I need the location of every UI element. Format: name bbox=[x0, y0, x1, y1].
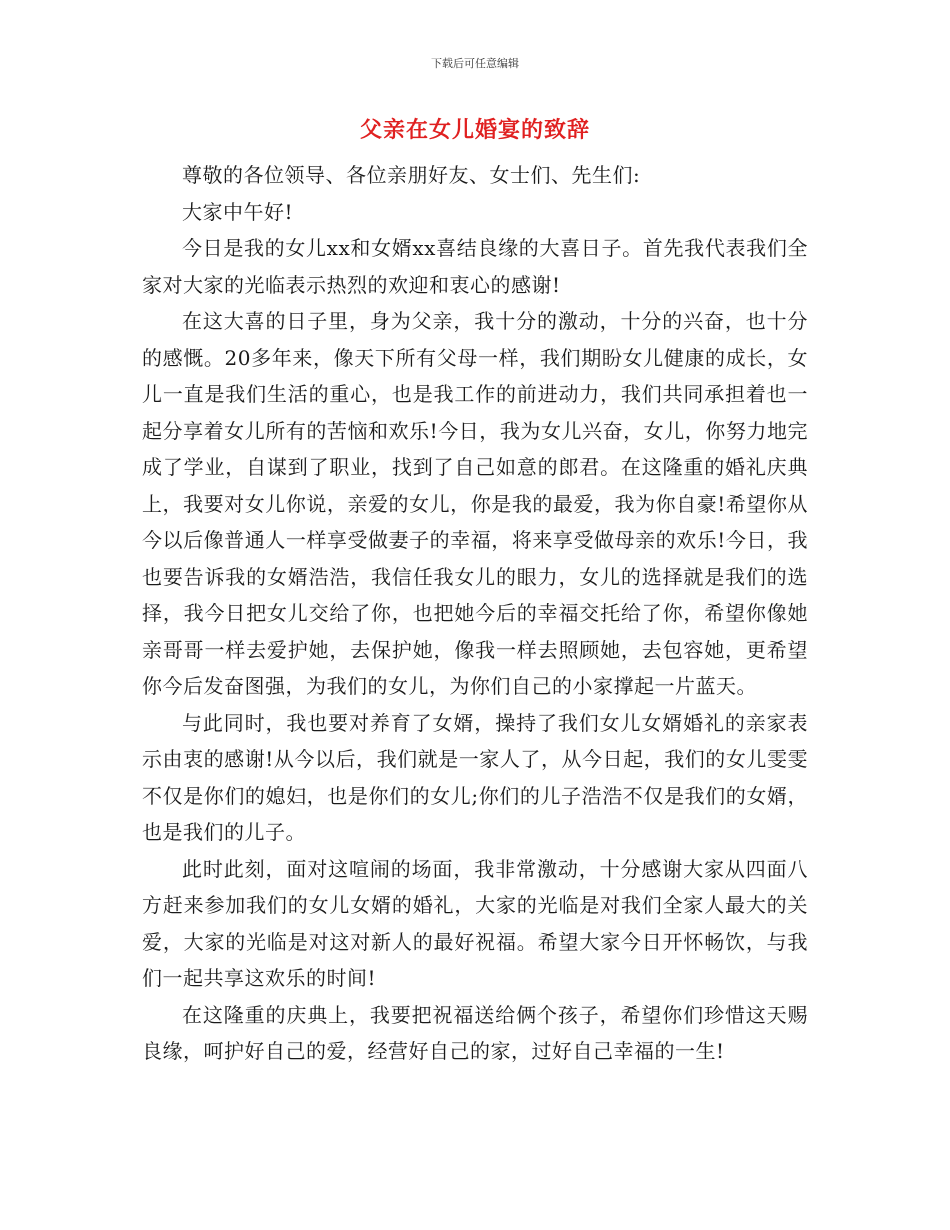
paragraph-greeting: 大家中午好! bbox=[182, 199, 294, 224]
document-title: 父亲在女儿婚宴的致辞 bbox=[359, 118, 590, 143]
document-body bbox=[142, 157, 808, 1070]
paragraph-salutation: 尊敬的各位领导、各位亲朋好友、女士们、先生们: bbox=[182, 163, 641, 187]
paragraph-blessing: 在这隆重的庆典上，我要把祝福送给俩个孩子，希望你们珍惜这天赐良缘，呵护好自己的爱，经营好自己的家，过好自己幸福的一生! bbox=[142, 1002, 808, 1063]
paragraph-father-feelings: 在这大喜的日子里，身为父亲，我十分的激动，十分的兴奋，也十分的感慨。20多年来，像天下所有父母一样，我们期盼女儿健康的成长，女儿一直是我们生活的重心，也是我工作的前进动力，我们共同承担着也一起分享着女儿所有的苦恼和欢乐!今日，我为女儿兴奋，女儿，你努力地完成了学业，自谋到了职业，找到了自己如意的郎君。在这隆重的婚礼庆典上，我要对女儿你说，亲爱的女儿，你是我的最爱，我为你自豪!希望你从今以后像普通人一样享受做妻子的幸福，将来享受做母亲的欢乐!今日，我也要告诉我的女婿浩浩，我信任我女儿的眼力，女儿的选择就是我们的选择，我今日把女儿交给了你，也把她今后的幸福交托给了你，希望你像她亲哥哥一样去爱护她，去保护她，像我一样去照顾她，去包容她，更希望你今后发奋图强，为我们的女儿，为你们自己的小家撑起一片蓝天。 bbox=[142, 309, 808, 698]
header-note: 下载后可任意编辑 bbox=[431, 57, 519, 70]
paragraph-welcome: 今日是我的女儿xx和女婿xx喜结良缘的大喜日子。首先我代表我们全家对大家的光临表示热烈的欢迎和衷心的感谢! bbox=[142, 236, 808, 297]
paragraph-thanks-in-laws: 与此同时，我也要对养育了女婿，操持了我们女儿女婿婚礼的亲家表示由衷的感谢!从今以后，我们就是一家人了，从今日起，我们的女儿雯雯不仅是你们的媳妇，也是你们的女儿;你们的儿子浩浩不仅是我们的女婿，也是我们的儿子。 bbox=[142, 710, 808, 844]
paragraph-thanks-guests: 此时此刻，面对这喧闹的场面，我非常激动，十分感谢大家从四面八方赶来参加我们的女儿女婿的婚礼，大家的光临是对我们全家人最大的关爱，大家的光临是对这对新人的最好祝福。希望大家今日开怀畅饮，与我们一起共享这欢乐的时间! bbox=[142, 856, 808, 990]
